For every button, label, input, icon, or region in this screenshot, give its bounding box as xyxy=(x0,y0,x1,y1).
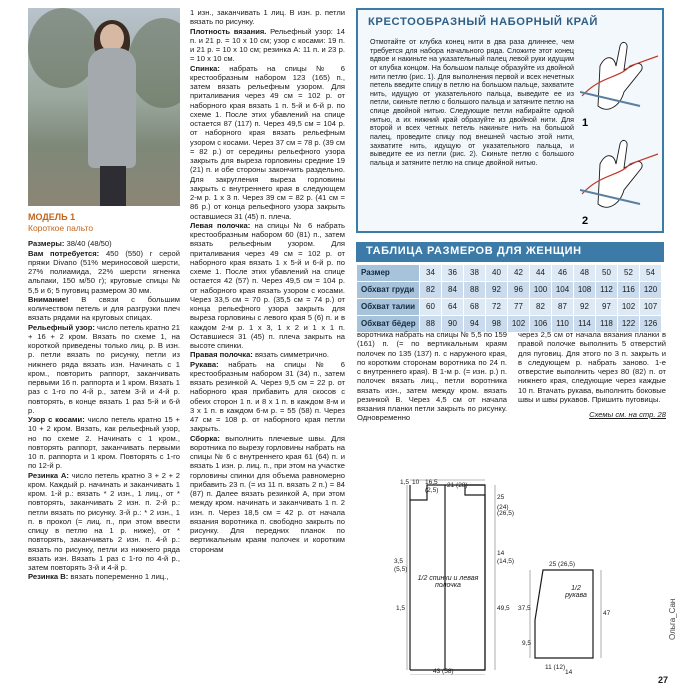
size-row xyxy=(357,299,662,316)
size-cell: 77 xyxy=(508,299,530,316)
rib-b-paragraph: Резинка В: вязать попеременно 1 лиц., xyxy=(28,572,169,582)
hand-illustration xyxy=(580,36,660,230)
size-table-title: ТАБЛИЦА РАЗМЕРОВ ДЛЯ ЖЕНЩИН xyxy=(356,242,664,262)
materials-paragraph: Вам потребуется: 450 (550) г серой пряжи Divano (51% мериносовой шерсти, 27% полиамида, 22% шерсти ягненка альпаки, 150 м/50 г); круговые спицы № 5,5 и 6; 5 пуговиц размером 30 мм. xyxy=(28,248,180,295)
size-cell: 38 xyxy=(464,265,486,282)
size-cell: 48 xyxy=(574,265,596,282)
size-cell: 36 xyxy=(442,265,464,282)
size-cell: 64 xyxy=(442,299,464,316)
size-cell: 120 xyxy=(640,282,662,299)
size-row xyxy=(357,265,662,282)
size-cell: 87 xyxy=(552,299,574,316)
rib-a-paragraph: Резинка А: число петель кратно 3 + 2 + 2 кром. Каждый р. начинать и заканчивать 1 кром. 1-й р.: вязать * 2 изн., 1 лиц., от * повторять, заканчивать 2 изн. п. 2-й р.: петли вязать по рисунку. 3-й р.: * 2 изн., 1 п. в прокол (= лиц. п., при этом ввести спицу в петлю на 1 р. ниже), от * повторять, заканчивать 2 изн. п. 4-й р.: вязать по рисунку, петли из нижнего ряда вязать изн. Вязать 1 раз с 1-го по 4-й р., затем повторять 3-й и 4-й р. xyxy=(28,470,180,573)
svg-text:14: 14 xyxy=(565,669,573,675)
size-cell: 116 xyxy=(618,282,640,299)
size-row-label: Обхват груди xyxy=(357,282,420,299)
size-cell: 118 xyxy=(596,316,618,333)
size-cell: 102 xyxy=(618,299,640,316)
page-number: 27 xyxy=(658,675,669,685)
size-cell: 108 xyxy=(574,282,596,299)
sleeve-piece-label: 1/2 рукава xyxy=(565,585,587,599)
rib-b-continued: 1 изн., заканчивать 1 лиц. В изн. р. петли вязать по рисунку. xyxy=(190,8,345,27)
size-cell: 98 xyxy=(486,316,508,333)
size-cell: 40 xyxy=(486,265,508,282)
svg-text:25 (26,5): 25 (26,5) xyxy=(549,561,576,568)
size-cell: 92 xyxy=(486,282,508,299)
back-paragraph: Спинка: набрать на спицы № 6 крестообразным набором 123 (165) п., затем вязать рельефным узором. Для приталивания через 49 см = 102 р. от наборного края вязать 1 п. 5-й и 6-й р. по схеме 1. После этих убавлений на спице остается 87 (117) п. Через 49,5 см = 104 р. от наборного края вязать рельефным узором с косами. Через 37 см = 78 р. (39 см = 82 р.) от середины рельефного узора закрыть для выреза горловины средние 19 (21) п. и обе стороны закончить раздельно. Для закругления выреза горловины закрыть с внутреннего края в следующем 2-м р. 1 x 3 п. Через 39 см = 82 р. (41 см = 86 р.) от конца рельефного узора закрыть оставшиеся 31 (45) п. плеча. xyxy=(190,63,345,221)
relief-pattern-paragraph: Рельефный узор: число петель кратно 21 + 16 + 2 кром. Вязать по схеме 1, на короткой приведены только лиц. р. В изн. р. петли вязать по рисунку, петли из нижнего ряда вязать изн. Начинать с 1 кром., повторить раппорт, заканчивать первыми 16 п. раппорта и 1 кром. Вязать 1 раз с 1-го по 4-й р., затем 3-й и 4-й р. повторять, в конце вязать 1 раз 5-й и 6-й р. xyxy=(28,322,180,415)
size-cell: 126 xyxy=(640,316,662,333)
svg-text:(2,5): (2,5) xyxy=(425,487,439,494)
size-cell: 104 xyxy=(552,282,574,299)
density-paragraph: Плотность вязания. Рельефный узор: 14 п. и 21 р. = 10 x 10 см; узор с косами: 19 п. и 21 р. = 10 x 10 см; резинка А: 11 п. и 23 р. = 10 x 10 см. xyxy=(190,26,345,64)
svg-text:(14,5): (14,5) xyxy=(497,558,514,565)
sleeves-paragraph: Рукава: набрать на спицы № 6 крестообразным набором 31 (34) п., затем вязать резинкой А. Через 9,5 см = 22 р. от наборного края прибавить для скосов с обеих сторон 1 п. и 8 x 1 п. в каждом 8-м и 3 x 1 п. в каждом 6-м р. = 55 (58) п. Через 47 см = 108 р. от наборного края петли закрыть. xyxy=(190,359,345,434)
svg-text:10: 10 xyxy=(412,479,420,486)
svg-text:47: 47 xyxy=(603,610,611,617)
svg-text:16,5: 16,5 xyxy=(425,479,438,486)
size-row-label: Размер xyxy=(357,265,420,282)
size-cell: 88 xyxy=(420,316,442,333)
cast-on-title: КРЕСТООБРАЗНЫЙ НАБОРНЫЙ КРАЙ xyxy=(368,16,599,28)
figure-2-label: 2 xyxy=(582,215,589,227)
collar-paragraph: воротника набрать на спицы № 5,5 по 159 (161) п. (= по вертикальным краям полочек по 135 (137) п. с наружного края, по коротким сторонам воротника по 24 п. с внутреннего края). В 1-м р. (= изн. р.) п. полочек вязать лиц., петли воротника вязать изн., затем между кром. вязать резинкой В. Через 4,5 см от начала вязания планки петли закрыть по рисунку. Одновременно xyxy=(357,330,507,423)
pattern-schemes xyxy=(385,475,665,675)
size-cell: 44 xyxy=(530,265,552,282)
model-photo xyxy=(28,8,180,206)
size-cell: 50 xyxy=(596,265,618,282)
size-cell: 52 xyxy=(618,265,640,282)
svg-text:(5,5): (5,5) xyxy=(394,566,408,573)
model-title: МОДЕЛЬ 1 xyxy=(28,212,76,222)
svg-text:1,5: 1,5 xyxy=(400,479,410,486)
size-cell: 42 xyxy=(508,265,530,282)
size-cell: 114 xyxy=(574,316,596,333)
svg-text:(26,5): (26,5) xyxy=(497,510,514,517)
svg-text:11 (12): 11 (12) xyxy=(545,664,566,671)
svg-text:21 (28): 21 (28) xyxy=(447,482,468,489)
sleeve-outline xyxy=(535,570,593,658)
figure-1-label: 1 xyxy=(582,117,589,129)
svg-text:1,5: 1,5 xyxy=(396,605,406,612)
model-subtitle: Короткое пальто xyxy=(28,222,94,233)
size-cell: 107 xyxy=(640,299,662,316)
svg-text:37,5: 37,5 xyxy=(518,605,531,612)
right-front-paragraph: Правая полочка: вязать симметрично. xyxy=(190,350,329,360)
column-2 xyxy=(190,8,345,554)
svg-text:(24): (24) xyxy=(497,504,509,511)
svg-text:14: 14 xyxy=(497,550,505,557)
column-3 xyxy=(357,330,507,423)
size-row-label: Обхват бёдер xyxy=(357,316,420,333)
svg-text:25: 25 xyxy=(497,494,505,501)
size-cell: 110 xyxy=(552,316,574,333)
svg-text:49,5: 49,5 xyxy=(497,605,510,612)
size-cell: 54 xyxy=(640,265,662,282)
svg-text:3,5: 3,5 xyxy=(394,558,404,565)
size-cell: 102 xyxy=(508,316,530,333)
size-cell: 82 xyxy=(420,282,442,299)
size-cell: 92 xyxy=(574,299,596,316)
size-cell: 68 xyxy=(464,299,486,316)
size-cell: 46 xyxy=(552,265,574,282)
size-cell: 106 xyxy=(530,316,552,333)
column-4 xyxy=(518,330,666,419)
size-cell: 84 xyxy=(442,282,464,299)
size-cell: 90 xyxy=(442,316,464,333)
left-front-paragraph: Левая полочка: на спицы № 6 набрать крестообразным набором 60 (81) п., затем вязать рельефным узором. Для приталивания через 49 см = 102 р. от наборного края вязать 1 x 5-й и 6-й р. по схеме 1. После этих убавлений на спице остается 42 (57) п. Через 49,5 см = 104 р. от наборного края вязать узором с косами. Через 33,5 см = 70 р. (35,5 см = 74 р.) от конца рельефного узора закрыть для выреза горловины с левого края 5 (6) п. и в каждом 2-м р. 1 x 3, 1 x 2 и 1 x 1 п. Оставшиеся 31 (45) п. плеча закрыть на высоте спинки. xyxy=(190,220,345,350)
sizes-paragraph: Размеры: 38/40 (48/50) xyxy=(28,239,112,249)
schemes-reference: Схемы см. на стр. 28 xyxy=(589,410,666,419)
size-cell: 82 xyxy=(530,299,552,316)
size-cell: 96 xyxy=(508,282,530,299)
size-row-label: Обхват талии xyxy=(357,299,420,316)
finishing-paragraph: через 2,5 см от начала вязания планки в правой полочке выполнить 5 отверстий для пуговиц. Для этого по 3 п. закрыть и в следующем р. набрать заново. 1-е отверстие выполнить через 80 (82) п. от нижнего края, следующие через каждые 10 п. Втачать рукава, выполнить боковые швы и швы рукавов. Пришить пуговицы. xyxy=(518,330,666,404)
braids-pattern-paragraph: Узор с косами: число петель кратно 15 + 10 + 2 кром. Вязать, как рельефный узор, но по схеме 2. Начинать с 1 кром., повторять раппорт, заканчивать первыми 10 п. раппорта и 1 кром. Повторять с 1-го по 12-й р. xyxy=(28,415,180,471)
size-cell: 94 xyxy=(464,316,486,333)
size-cell: 34 xyxy=(420,265,442,282)
size-cell: 112 xyxy=(596,282,618,299)
front-piece-label: 1/2 спинки и левая полочка xyxy=(417,575,479,589)
assembly-paragraph: Сборка: выполнить плечевые швы. Для воротника по вырезу горловины набрать на спицы № 6 с внутреннего края 61 (64) п. и вязать 1 изн. р. лиц. п., при этом на участке горловины спинки для объема равномерно прибавить 23 п. (= из 11 п. вязать 2 п.) = 84 (87) п. Далее вязать резинкой А, при этом между кром. начинать и заканчивать 1 п. 2 изн. п. Через 18,5 см = 42 р. от начала вязания воротника п. свободно закрыть по рисунку. Для передних планок по вертикальным краям полочек и коротким сторонам xyxy=(190,433,345,554)
cast-on-box xyxy=(356,8,664,233)
size-cell: 72 xyxy=(486,299,508,316)
signature: Ольга_Сан xyxy=(668,598,677,640)
size-cell: 60 xyxy=(420,299,442,316)
cast-on-text: Отмотайте от клубка конец нити в два раза длиннее, чем требуется для набора начального ряда. Сложите этот конец вдвое и накиньте на указательный палец левой руки идущим от клубка концом. На большом пальце образуйте из двойной нити петлю (рис. 1). Для выполнения первой и всех нечетных петель введите спицу в петлю на большом пальце, захватите нить, идущую от указательного пальца, выведите ее из петли, скиньте петлю с большого пальца и затяните петлю на спице двойной нитью. Следующие петли набирайте одной нитью, а их нижний край образуйте из двойной нити. Для второй и всех четных петель накиньте нить на большой палец, проведите спицу под внешней частью этой нити, захватите нить, идущую от указательного пальца, и выведите ее из петли (рис. 2). Скиньте петлю с большого пальца и затяните петлю на спице двойной нитью. xyxy=(370,38,574,167)
size-cell: 100 xyxy=(530,282,552,299)
svg-text:43 (58): 43 (58) xyxy=(433,668,454,675)
size-cell: 88 xyxy=(464,282,486,299)
size-cell: 122 xyxy=(618,316,640,333)
svg-text:9,5: 9,5 xyxy=(522,640,532,647)
column-1 xyxy=(28,212,180,582)
size-table xyxy=(356,264,662,333)
attention-paragraph: Внимание! В связи с большим количеством петель и для разгрузки плеч вязать рядами на круговых спицах. xyxy=(28,294,180,323)
size-row xyxy=(357,282,662,299)
size-cell: 97 xyxy=(596,299,618,316)
